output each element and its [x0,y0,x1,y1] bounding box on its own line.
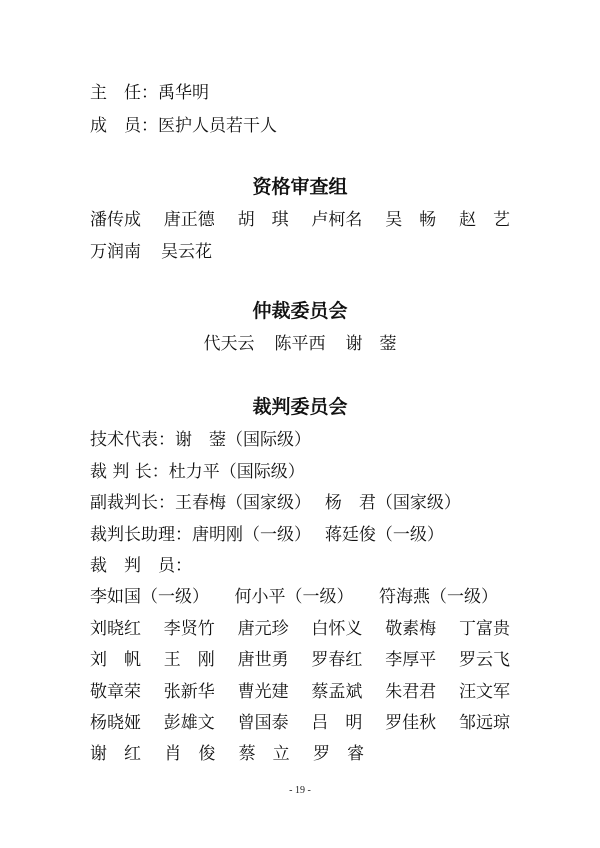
medical-members-label: 成 员： [90,116,158,136]
judge-name: 丁富贵 [458,619,510,639]
qualification-member: 吴云花 [161,242,212,262]
qualification-row-1 [90,205,510,230]
judge-name: 肖 俊 [164,744,216,764]
arbitration-member: 谢 蓥 [345,334,397,354]
judge-name: 蔡 立 [238,744,290,764]
qualification-heading: 资格审查组 [252,176,348,198]
qualification-member: 赵 艺 [458,210,510,230]
referee-chief: 裁 判 长：杜力平（国际级） [90,462,305,482]
judge-name: 敬素梅 [385,619,437,639]
qualification-member: 胡 琪 [237,210,289,230]
judge-name: 张新华 [163,682,215,702]
judge-row-6 [90,739,364,764]
arbitration-members [0,329,600,354]
judge-name: 吕 明 [311,713,363,733]
judge-row-2 [90,614,510,639]
judge-name: 朱君君 [385,682,437,702]
judge-name: 何小平（一级） [234,587,354,607]
judge-name: 汪文军 [458,682,510,702]
judge-name: 罗 睿 [312,744,364,764]
judge-name: 刘晓红 [90,619,141,639]
judge-name: 曹光建 [237,682,289,702]
arbitration-member: 陈平西 [274,334,326,354]
judge-name: 唐元珍 [237,619,289,639]
qualification-row-2 [90,237,212,262]
judge-name: 符海燕（一级） [379,587,498,607]
judge-name: 杨晓娅 [90,713,141,733]
judge-name: 刘 帆 [90,650,141,670]
page-number: - 19 - [289,785,311,796]
arbitration-heading: 仲裁委员会 [252,300,348,322]
judge-name: 谢 红 [90,744,141,764]
judge-name: 邹远琼 [458,713,510,733]
referee-judges-label: 裁 判 员： [90,556,192,576]
qualification-member: 唐正德 [163,210,215,230]
medical-members-line [90,111,277,136]
judge-row-1 [90,582,498,607]
judge-name: 王 刚 [163,650,215,670]
referee-deputy: 副裁判长：王春梅（国家级） 杨 君（国家级） [90,493,461,513]
qualification-member: 吴 畅 [385,210,437,230]
judge-name: 彭雄文 [163,713,215,733]
judge-row-3 [90,645,510,670]
medical-members-value: 医护人员若干人 [158,116,277,136]
judge-name: 罗云飞 [458,650,510,670]
judge-name: 罗春红 [311,650,363,670]
referee-assistant: 裁判长助理：唐明刚（一级） 蒋廷俊（一级） [90,525,444,545]
judge-name: 曾国泰 [237,713,289,733]
judge-name: 李厚平 [385,650,437,670]
qualification-member: 万润南 [90,242,141,262]
referee-tech-rep: 技术代表：谢 蓥（国际级） [90,430,311,450]
judge-name: 敬章荣 [90,682,141,702]
judge-name: 白怀义 [311,619,363,639]
judge-name: 李如国（一级） [90,587,209,607]
qualification-member: 卢柯名 [311,210,363,230]
medical-director-label: 主 任： [90,83,158,103]
judge-name: 蔡孟斌 [311,682,363,702]
judge-row-4 [90,677,510,702]
judge-name: 唐世勇 [237,650,289,670]
referee-heading: 裁判委员会 [252,396,348,418]
judge-row-5 [90,708,510,733]
judge-name: 罗佳秋 [385,713,437,733]
judge-name: 李贤竹 [163,619,215,639]
qualification-member: 潘传成 [90,210,141,230]
medical-director-line [90,78,209,103]
medical-director-name: 禹华明 [158,83,209,103]
arbitration-member: 代天云 [203,334,255,354]
